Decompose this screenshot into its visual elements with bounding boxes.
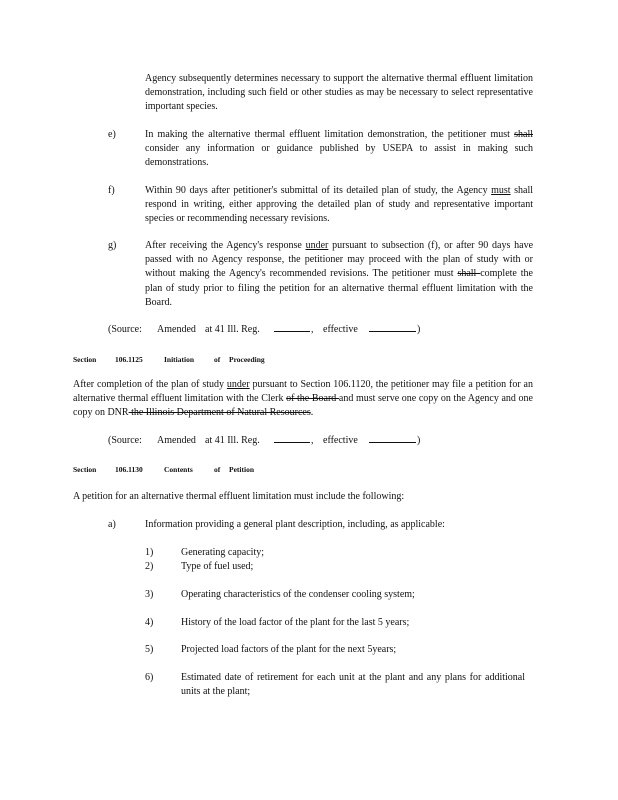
section-number: 106.1130 bbox=[115, 465, 143, 474]
section-title-of: of bbox=[214, 465, 221, 474]
item-g-text bbox=[145, 239, 533, 310]
subitem-4-text: History of the load factor of the plant for the last 5 years; bbox=[181, 617, 410, 628]
subitem-6-number: 6) bbox=[145, 672, 154, 683]
source-note-2 bbox=[0, 434, 618, 448]
effective-label: effective bbox=[323, 324, 358, 335]
section-label: Section bbox=[73, 465, 97, 474]
source-note-1 bbox=[0, 323, 618, 337]
subitem-3-text: Operating characteristics of the condenser cooling system; bbox=[181, 589, 415, 600]
para1-part3: and must serve one copy on the Agency and one copy on DNR bbox=[73, 393, 533, 419]
section-title: Contents bbox=[164, 465, 193, 474]
item-g-struck-word: shall bbox=[457, 268, 481, 280]
item-g-text-part2: pursuant to subsection (f), or after 90 days have passed with no Agency response, the petitioner may proceed with the plan of study with or without making the Agency's recommended revisions. The petitioner must bbox=[145, 240, 534, 280]
item-g-label: g) bbox=[108, 240, 117, 251]
section-title: Initiation bbox=[164, 355, 195, 364]
separator-comma: , bbox=[311, 435, 314, 446]
item-e-struck-word: shall bbox=[514, 129, 533, 140]
para1-struck-text-2: the Illinois Department of Natural Resources bbox=[128, 407, 311, 419]
subitem-4-number: 4) bbox=[145, 617, 154, 628]
item-e-label: e) bbox=[108, 129, 116, 140]
register-reference: at 41 Ill. Reg. bbox=[205, 435, 260, 446]
register-page-blank bbox=[274, 323, 310, 332]
amended-label: Amended bbox=[157, 435, 196, 446]
section-title-of: of bbox=[214, 355, 221, 364]
item-a-label: a) bbox=[108, 519, 116, 530]
section-heading-1 bbox=[0, 355, 618, 365]
effective-date-blank bbox=[369, 434, 416, 443]
item-g-text-part3: complete the plan of study prior to filing the petition for an alternative thermal effluent limitation with the Board. bbox=[145, 268, 533, 308]
continuation-paragraph: Agency subsequently determines necessary to support the alternative thermal effluent limitation demonstration, including such field or other studies as may be necessary to select representative important species. bbox=[145, 73, 533, 113]
subitem-2-text: Type of fuel used; bbox=[181, 561, 254, 572]
item-f-text-part2: shall respond in writing, either approving the detailed plan of study and representative important species or recommending necessary revisions. bbox=[145, 185, 534, 225]
subitem-5-number: 5) bbox=[145, 644, 154, 655]
section-title-subject: Petition bbox=[229, 465, 254, 474]
item-e-text-part2: consider any information or guidance published by USEPA to assist in making such demonstrations. bbox=[145, 143, 533, 169]
item-e-text bbox=[145, 128, 533, 171]
section-1130-paragraph: A petition for an alternative thermal effluent limitation must include the following: bbox=[73, 491, 405, 502]
section-title-subject: Proceeding bbox=[229, 355, 265, 364]
item-a-text: Information providing a general plant description, including, as applicable: bbox=[145, 519, 445, 530]
item-e-text-part1: In making the alternative thermal effluent limitation demonstration, the petitioner must bbox=[145, 129, 515, 140]
item-f-text bbox=[145, 184, 533, 227]
subitem-3-number: 3) bbox=[145, 589, 154, 600]
amended-label: Amended bbox=[157, 324, 196, 335]
effective-date-blank bbox=[369, 323, 416, 332]
para1-part2: pursuant to Section 106.1120, the petitioner may file a petition for an alternative thermal effluent limitation with the Clerk bbox=[73, 379, 533, 405]
section-label: Section bbox=[73, 355, 97, 364]
effective-label: effective bbox=[323, 435, 358, 446]
item-f-label: f) bbox=[108, 185, 115, 196]
para1-struck-text-1: of the Board bbox=[286, 393, 339, 405]
subitem-2-number: 2) bbox=[145, 561, 154, 572]
register-page-blank bbox=[274, 434, 310, 443]
item-f-text-part1: Within 90 days after petitioner's submittal of its detailed plan of study, the Agency bbox=[145, 185, 492, 196]
subitem-6-text: Estimated date of retirement for each unit at the plant and any plans for additional units at the plant; bbox=[181, 672, 525, 698]
section-heading-2 bbox=[0, 465, 618, 475]
source-close-paren: ) bbox=[417, 435, 421, 446]
subitem-1-text: Generating capacity; bbox=[181, 547, 265, 558]
item-f-inserted-word: must bbox=[491, 185, 511, 196]
register-reference: at 41 Ill. Reg. bbox=[205, 324, 260, 335]
section-number: 106.1125 bbox=[115, 355, 143, 364]
item-g-inserted-word: under bbox=[305, 240, 329, 251]
source-close-paren: ) bbox=[417, 324, 421, 335]
subitem-1-number: 1) bbox=[145, 547, 154, 558]
subitem-5-text: Projected load factors of the plant for the next 5years; bbox=[181, 644, 397, 655]
source-label: (Source: bbox=[108, 435, 142, 446]
para1-part4: . bbox=[310, 407, 314, 419]
source-label: (Source: bbox=[108, 324, 142, 335]
item-g-text-part1: After receiving the Agency's response bbox=[145, 240, 306, 251]
para1-inserted-word: under bbox=[226, 379, 250, 390]
section-1125-paragraph bbox=[73, 378, 533, 421]
separator-comma: , bbox=[311, 324, 314, 335]
para1-part1: After completion of the plan of study bbox=[73, 379, 227, 390]
